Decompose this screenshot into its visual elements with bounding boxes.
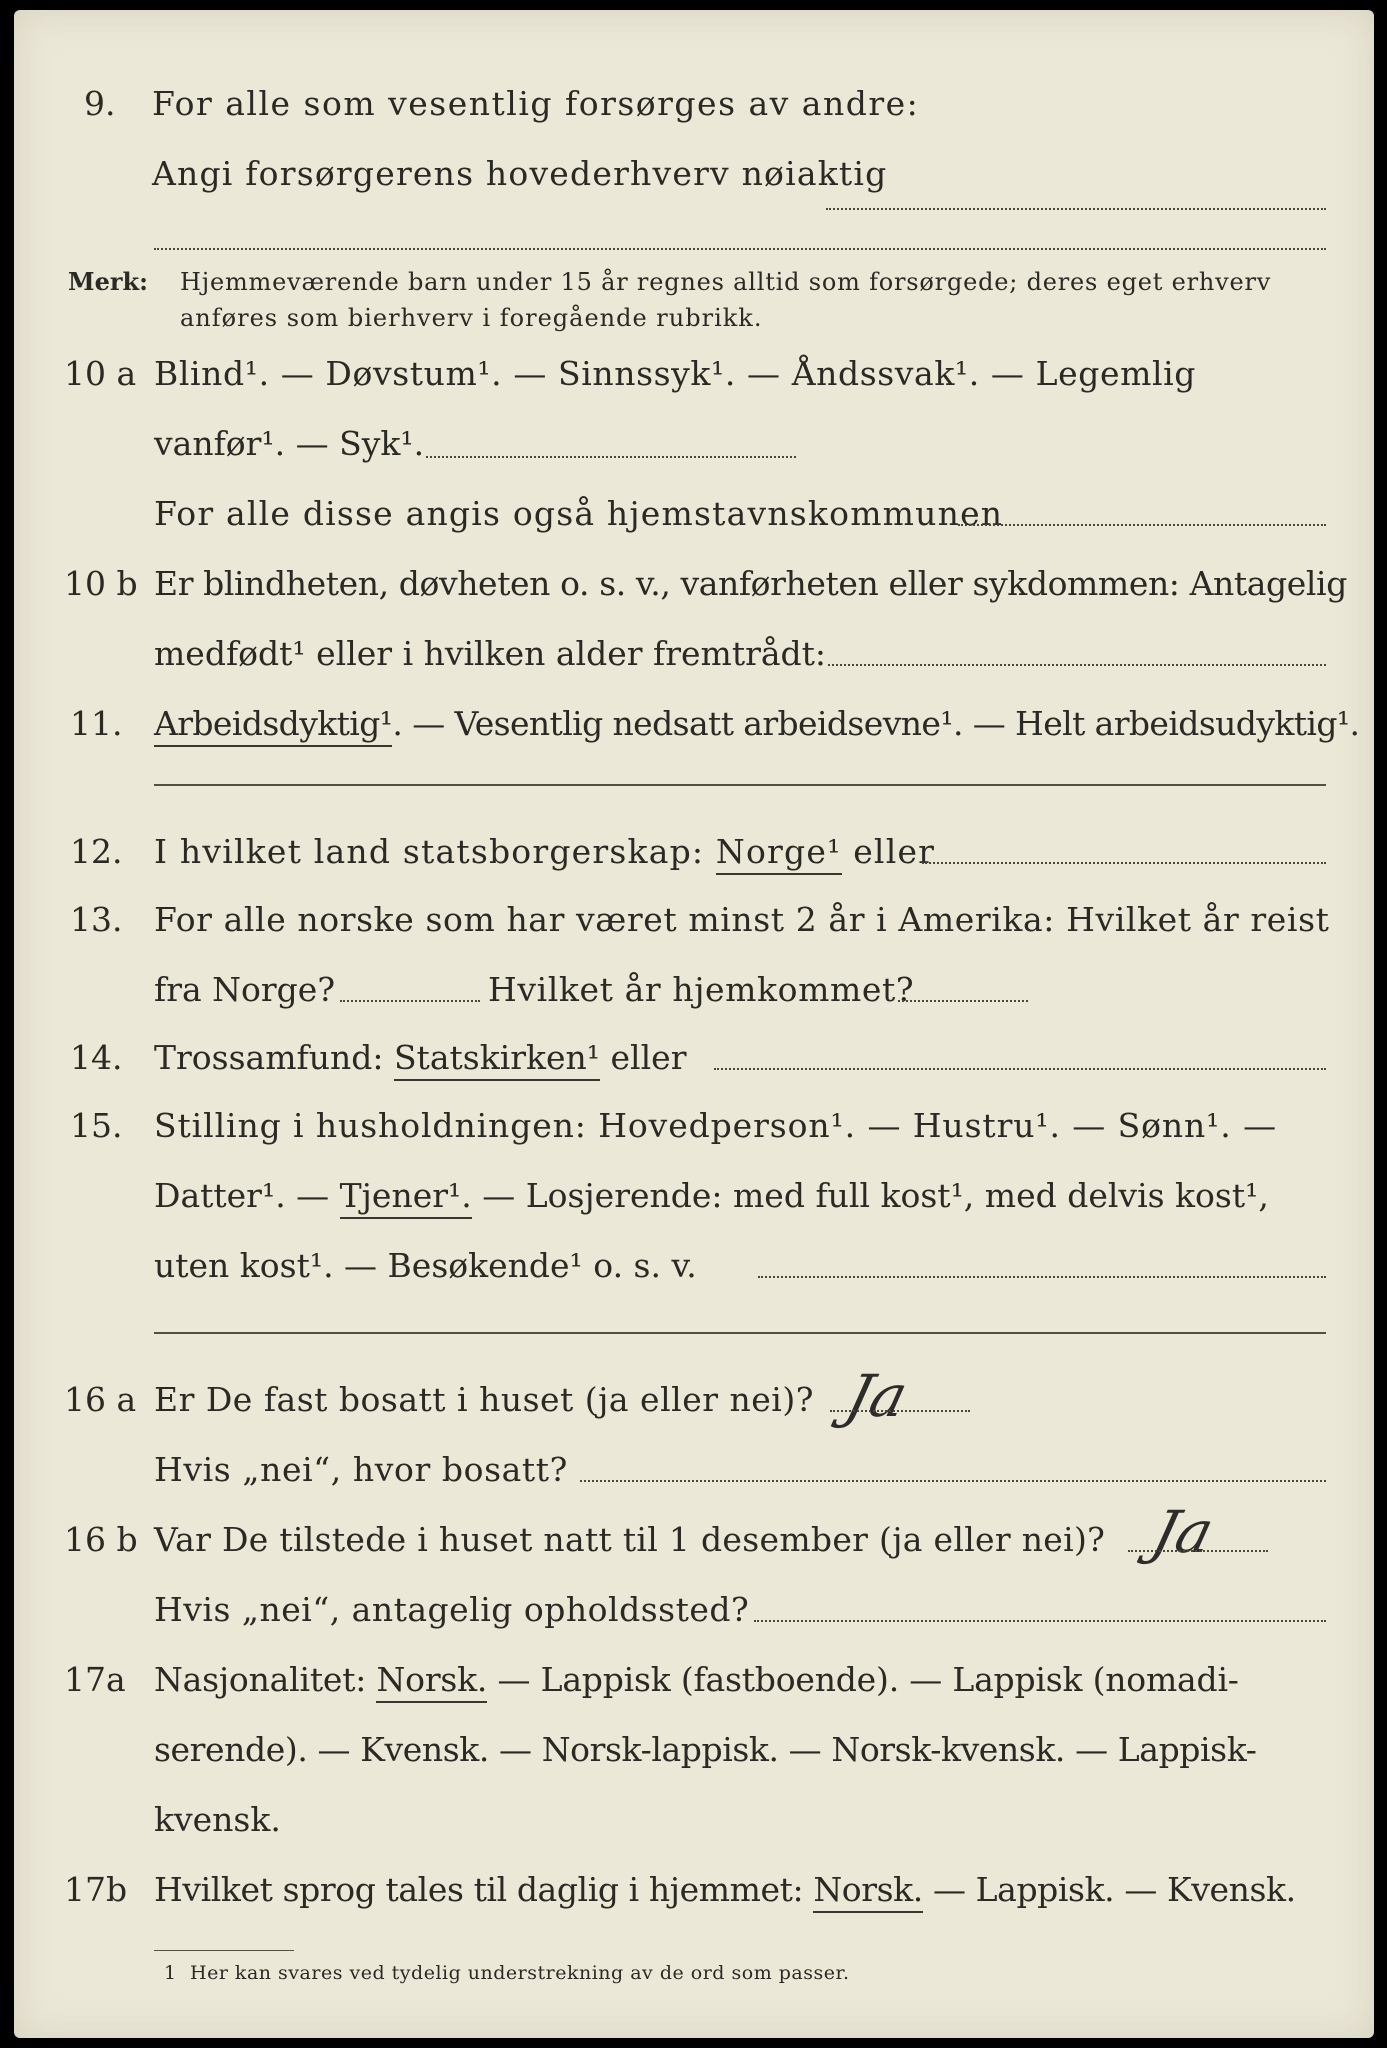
q10a-number: 10 a bbox=[64, 354, 137, 393]
q16b-line1: Var De tilstede i huset natt til 1 desember (ja eller nei)? bbox=[154, 1520, 1106, 1559]
q10b-line1: Er blindheten, døvheten o. s. v., vanførheten eller sykdommen: Antagelig bbox=[154, 564, 1347, 603]
q9-answer-field-2[interactable] bbox=[154, 248, 1326, 250]
q16a-line2: Hvis „nei“, hvor bosatt? bbox=[154, 1450, 568, 1489]
q17b-line bbox=[154, 1870, 1296, 1910]
census-form-page bbox=[14, 10, 1374, 2038]
q11-answer-line[interactable] bbox=[154, 784, 1326, 786]
q10a-hometown-field[interactable] bbox=[958, 524, 1326, 526]
q15-answer-field[interactable] bbox=[758, 1276, 1326, 1278]
q17a-option-norsk[interactable]: Norsk. bbox=[376, 1660, 487, 1703]
q17b-number: 17b bbox=[64, 1870, 128, 1909]
q10b-number: 10 b bbox=[64, 564, 138, 603]
q16a-answer-field[interactable] bbox=[830, 1410, 970, 1412]
q17a-line2: serende). — Kvensk. — Norsk-lappisk. — Norsk-kvensk. — Lappisk- bbox=[154, 1730, 1257, 1769]
q16b-location-field[interactable] bbox=[754, 1620, 1326, 1622]
q10a-answer-field[interactable] bbox=[426, 456, 796, 458]
q13-line2a: fra Norge? bbox=[154, 970, 336, 1009]
q10b-answer-field[interactable] bbox=[828, 664, 1326, 666]
q16a-line1: Er De fast bosatt i huset (ja eller nei)? bbox=[154, 1380, 814, 1419]
merk-line1: Hjemmeværende barn under 15 år regnes alltid som forsørgede; deres eget erhverv bbox=[180, 268, 1272, 296]
q16b-line2: Hvis „nei“, antagelig opholdssted? bbox=[154, 1590, 750, 1629]
merk-label: Merk: bbox=[68, 267, 148, 296]
q10a-line1: Blind¹. — Døvstum¹. — Sinnssyk¹. — Åndssvak¹. — Legemlig bbox=[154, 354, 1197, 393]
q12-number: 12. bbox=[70, 832, 123, 871]
q14-number: 14. bbox=[70, 1038, 123, 1077]
q12-pre: I hvilket land statsborgerskap: bbox=[154, 832, 716, 871]
q11-number: 11. bbox=[70, 704, 123, 743]
q15-line2 bbox=[154, 1176, 1269, 1216]
q9-number: 9. bbox=[84, 84, 116, 123]
q12-post: eller bbox=[841, 832, 936, 871]
q14-post: eller bbox=[600, 1038, 687, 1077]
q9-answer-field[interactable] bbox=[826, 208, 1326, 210]
q10a-line2: vanfør¹. — Syk¹. bbox=[154, 424, 425, 463]
q15-line2b: — Losjerende: med full kost¹, med delvis kost¹, bbox=[471, 1176, 1269, 1215]
q9-line1: For alle som vesentlig forsørges av andre: bbox=[152, 84, 920, 123]
q17b-pre: Hvilket sprog tales til daglig i hjemmet: bbox=[154, 1870, 814, 1909]
q12-answer-field[interactable] bbox=[922, 862, 1326, 864]
q17a-line3: kvensk. bbox=[154, 1800, 281, 1839]
q13-year-returned-field[interactable] bbox=[898, 1000, 1028, 1002]
footnote-mark: 1 bbox=[164, 1962, 177, 1984]
q16a-address-field[interactable] bbox=[580, 1480, 1326, 1482]
q15-line1: Stilling i husholdningen: Hovedperson¹. — Hustru¹. — Sønn¹. — bbox=[154, 1106, 1277, 1145]
q13-year-left-field[interactable] bbox=[340, 1000, 480, 1002]
q12-line bbox=[154, 832, 935, 872]
q11-option-arbeidsdyktig[interactable]: Arbeidsdyktig¹ bbox=[154, 704, 392, 747]
q16b-handwritten-answer[interactable]: Ja bbox=[1145, 1498, 1221, 1566]
q17b-option-norsk[interactable]: Norsk. bbox=[813, 1870, 923, 1913]
q15-number: 15. bbox=[70, 1106, 123, 1145]
footnote-text: Her kan svares ved tydelig understrekning av de ord som passer. bbox=[190, 1962, 850, 1984]
q13-line1: For alle norske som har været minst 2 år i Amerika: Hvilket år reist bbox=[154, 900, 1330, 939]
q16a-number: 16 a bbox=[64, 1380, 137, 1419]
q16b-number: 16 b bbox=[64, 1520, 138, 1559]
q13-number: 13. bbox=[70, 900, 123, 939]
q10a-line3: For alle disse angis også hjemstavnskommunen bbox=[154, 494, 1004, 533]
q15-line2a: Datter¹. — bbox=[154, 1176, 340, 1215]
q14-answer-field[interactable] bbox=[714, 1068, 1326, 1070]
q17a-line1-pre: Nasjonalitet: bbox=[154, 1660, 377, 1699]
q15-line3: uten kost¹. — Besøkende¹ o. s. v. bbox=[154, 1246, 697, 1285]
q13-line2b: Hvilket år hjemkommet? bbox=[488, 970, 915, 1009]
q11-line bbox=[154, 704, 1359, 744]
q10b-line2: medfødt¹ eller i hvilken alder fremtrådt: bbox=[154, 634, 827, 673]
footnote-divider bbox=[154, 1950, 294, 1951]
q11-rest: . — Vesentlig nedsatt arbeidsevne¹. — Helt arbeidsudyktig¹. bbox=[392, 704, 1360, 743]
q17a-number: 17a bbox=[64, 1660, 126, 1699]
q17b-post: — Lappisk. — Kvensk. bbox=[922, 1870, 1296, 1909]
q17a-line1 bbox=[154, 1660, 1239, 1700]
q14-option-statskirken[interactable]: Statskirken¹ bbox=[394, 1038, 600, 1081]
q15-option-tjener[interactable]: Tjener¹. bbox=[340, 1176, 472, 1219]
q15-answer-line[interactable] bbox=[154, 1332, 1326, 1334]
q14-line bbox=[154, 1038, 686, 1078]
q9-line2: Angi forsørgerens hovederhverv nøiaktig bbox=[152, 154, 888, 193]
q16a-handwritten-answer[interactable]: Ja bbox=[839, 1362, 915, 1430]
q14-pre: Trossamfund: bbox=[154, 1038, 394, 1077]
merk-line2: anføres som bierhverv i foregående rubrikk. bbox=[180, 304, 763, 332]
q17a-line1-post: — Lappisk (fastboende). — Lappisk (nomadi- bbox=[487, 1660, 1239, 1699]
q12-option-norge[interactable]: Norge¹ bbox=[716, 832, 842, 875]
q16b-answer-field[interactable] bbox=[1128, 1550, 1268, 1552]
